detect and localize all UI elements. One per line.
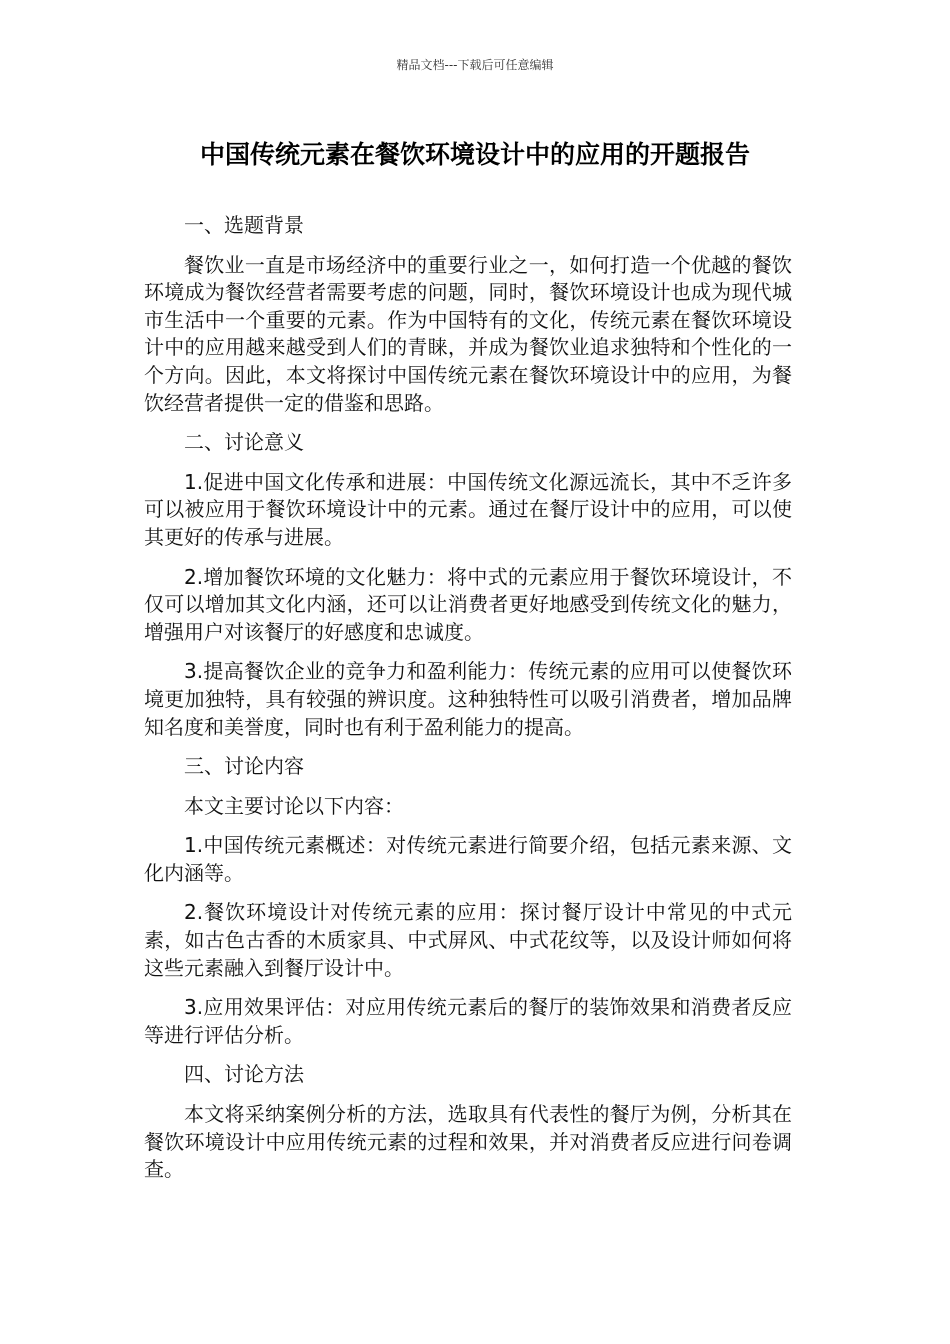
paragraph: 餐饮业一直是市场经济中的重要行业之一，如何打造一个优越的餐饮环境成为餐饮经营者需要考虑的问题，同时，餐饮环境设计也成为现代城市生活中一个重要的元素。作为中国特有的文化，传统元素在餐饮环境设计中的应用越来越受到人们的青睐，并成为餐饮业追求独特和个性化的一个方向。因此，本文将探讨中国传统元素在餐饮环境设计中的应用，为餐饮经营者提供一定的借鉴和思路。 bbox=[144, 252, 792, 415]
section-heading-background: 一、选题背景 bbox=[184, 213, 304, 237]
paragraph: 1.中国传统元素概述：对传统元素进行简要介绍，包括元素来源、文化内涵等。 bbox=[144, 833, 792, 885]
paragraph: 2.餐饮环境设计对传统元素的应用：探讨餐厅设计中常见的中式元素，如古色古香的木质家具、中式屏风、中式花纹等，以及设计师如何将这些元素融入到餐厅设计中。 bbox=[144, 900, 792, 980]
document-body bbox=[144, 212, 792, 1196]
section-heading-content: 三、讨论内容 bbox=[184, 754, 304, 779]
paragraph: 本文主要讨论以下内容： bbox=[184, 793, 404, 818]
section-heading-method: 四、讨论方法 bbox=[184, 1062, 304, 1087]
paragraph: 本文将采纳案例分析的方法，选取具有代表性的餐厅为例，分析其在餐饮环境设计中应用传统元素的过程和效果，并对消费者反应进行问卷调查。 bbox=[144, 1102, 792, 1182]
paragraph: 1.促进中国文化传承和进展：中国传统文化源远流长，其中不乏许多可以被应用于餐饮环境设计中的元素。通过在餐厅设计中的应用，可以使其更好的传承与进展。 bbox=[144, 469, 792, 549]
paragraph: 3.提高餐饮企业的竞争力和盈利能力：传统元素的应用可以使餐饮环境更加独特，具有较强的辨识度。这种独特性可以吸引消费者，增加品牌知名度和美誉度，同时也有利于盈利能力的提高。 bbox=[144, 659, 792, 739]
section-heading-significance: 二、讨论意义 bbox=[184, 430, 304, 455]
paragraph: 3.应用效果评估：对应用传统元素后的餐厅的装饰效果和消费者反应等进行评估分析。 bbox=[144, 995, 792, 1047]
page-header-note: 精品文档---下载后可任意编辑 bbox=[396, 58, 554, 72]
document-title: 中国传统元素在餐饮环境设计中的应用的开题报告 bbox=[199, 140, 750, 169]
paragraph: 2.增加餐饮环境的文化魅力：将中式的元素应用于餐饮环境设计，不仅可以增加其文化内涵，还可以让消费者更好地感受到传统文化的魅力，增强用户对该餐厅的好感度和忠诚度。 bbox=[144, 564, 792, 644]
